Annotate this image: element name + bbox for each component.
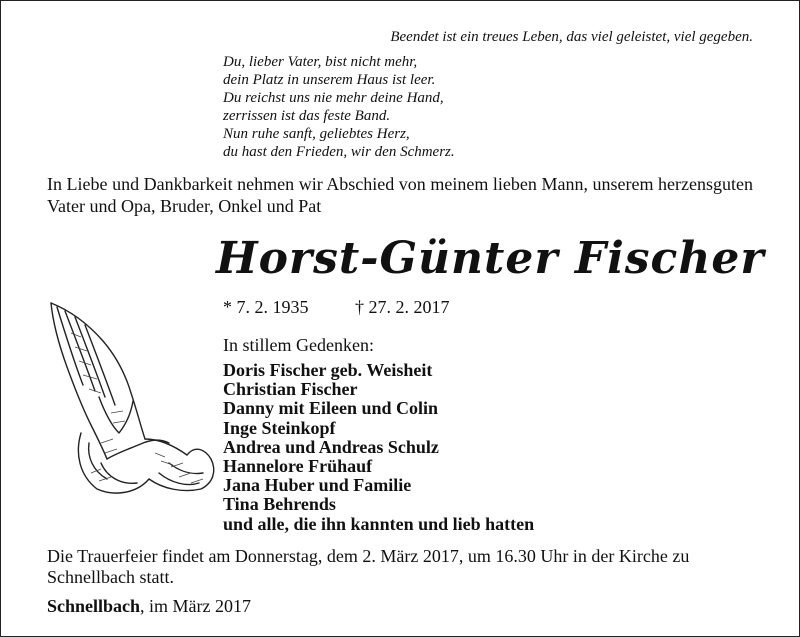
list-item: Christian Fischer [223, 379, 358, 400]
place-name: Schnellbach [47, 596, 141, 616]
life-dates [223, 297, 450, 318]
poem [223, 53, 455, 161]
birth-date: * 7. 2. 1935 [223, 297, 309, 317]
list-item: Danny mit Eileen und Colin [223, 398, 439, 419]
poem-line: Nun ruhe sanft, geliebtes Herz, [223, 126, 410, 142]
funeral-info: Die Trauerfeier findet am Donnerstag, dem 2. März 2017, um 16.30 Uhr in der Kirche zu Schnellbach statt. [47, 546, 690, 587]
intro-text: In Liebe und Dankbarkeit nehmen wir Abschied von meinem lieben Mann, unserem herzensguten Vater und Opa, Bruder, Onkel und Pat [47, 174, 753, 216]
list-item: und alle, die ihn kannten und lieb hatten [223, 513, 535, 534]
motto-line: Beendet ist ein treues Leben, das viel geleistet, viel gegeben. [390, 29, 753, 45]
list-item: Doris Fischer geb. Weisheit [223, 360, 433, 380]
list-item: Inge Steinkopf [223, 417, 336, 438]
death-date: † 27. 2. 2017 [355, 297, 450, 317]
praying-hands-icon [41, 293, 219, 499]
mourners-list [223, 361, 534, 534]
place-date-text: , im März 2017 [140, 596, 252, 616]
list-item: Hannelore Frühauf [223, 456, 373, 477]
list-item: Jana Huber und Familie [223, 475, 412, 496]
gedenken-heading: In stillem Gedenken: [223, 335, 374, 355]
poem-line: Du, lieber Vater, bist nicht mehr, [223, 54, 418, 70]
deceased-name: Horst-Günter Fischer [216, 233, 765, 284]
poem-line: du hast den Frieden, wir den Schmerz. [223, 144, 455, 160]
poem-line: Du reichst uns nie mehr deine Hand, [223, 90, 444, 106]
list-item: Andrea und Andreas Schulz [223, 436, 439, 457]
list-item: Tina Behrends [223, 494, 336, 515]
place-date [47, 596, 251, 617]
poem-line: zerrissen ist das feste Band. [223, 108, 391, 124]
poem-line: dein Platz in unserem Haus ist leer. [223, 72, 436, 88]
